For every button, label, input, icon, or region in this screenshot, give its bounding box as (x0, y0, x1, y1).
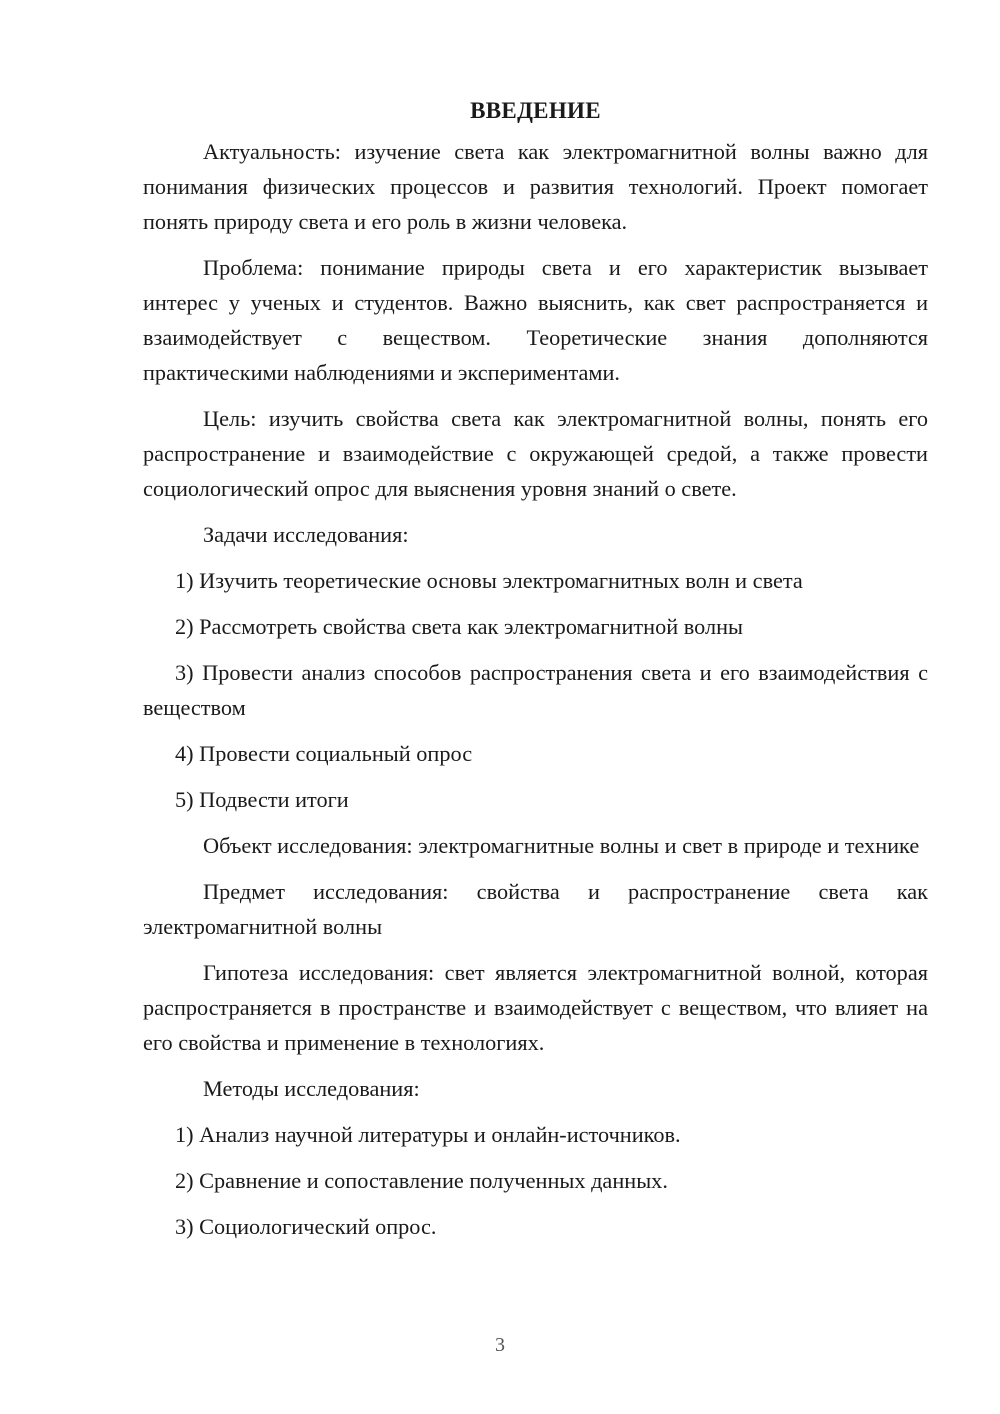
section-heading: ВВЕДЕНИЕ (470, 98, 601, 123)
method-item-3: 3) Социологический опрос. (175, 1214, 437, 1239)
paragraph-problem: Проблема: понимание природы света и его характеристик вызывает интерес у ученых и студентов. Важно выяснить, как свет распространяется и взаимодействует с веществом. Теоретические знания дополняются практическими наблюдениями и экспериментами. (143, 255, 928, 385)
paragraph-hypothesis: Гипотеза исследования: свет является электромагнитной волной, которая распространяется в пространстве и взаимодействует с веществом, что влияет на его свойства и применение в технологиях. (143, 960, 928, 1055)
task-item-2: 2) Рассмотреть свойства света как электромагнитной волны (175, 614, 744, 639)
task-item-5: 5) Подвести итоги (175, 787, 349, 812)
task-item-1: 1) Изучить теоретические основы электромагнитных волн и света (175, 568, 803, 593)
paragraph-object: Объект исследования: электромагнитные волны и свет в природе и технике (203, 833, 920, 858)
task-item-4: 4) Провести социальный опрос (175, 741, 473, 766)
paragraph-relevance: Актуальность: изучение света как электромагнитной волны важно для понимания физических процессов и развития технологий. Проект помогает понять природу света и его роль в жизни человека. (143, 139, 928, 234)
page-number: 3 (495, 1334, 505, 1356)
methods-intro: Методы исследования: (203, 1076, 420, 1101)
method-item-1: 1) Анализ научной литературы и онлайн-источников. (175, 1122, 681, 1147)
method-item-2: 2) Сравнение и сопоставление полученных данных. (175, 1168, 668, 1193)
paragraph-goal: Цель: изучить свойства света как электромагнитной волны, понять его распространение и взаимодействие с окружающей средой, а также провести социологический опрос для выяснения уровня знаний о свете. (143, 406, 928, 501)
tasks-intro: Задачи исследования: (203, 522, 409, 547)
paragraph-subject: Предмет исследования: свойства и распространение света как электромагнитной волны (143, 879, 928, 939)
page-content (143, 96, 928, 1255)
task-item-3: 3) Провести анализ способов распространения света и его взаимодействия с веществом (143, 660, 928, 720)
